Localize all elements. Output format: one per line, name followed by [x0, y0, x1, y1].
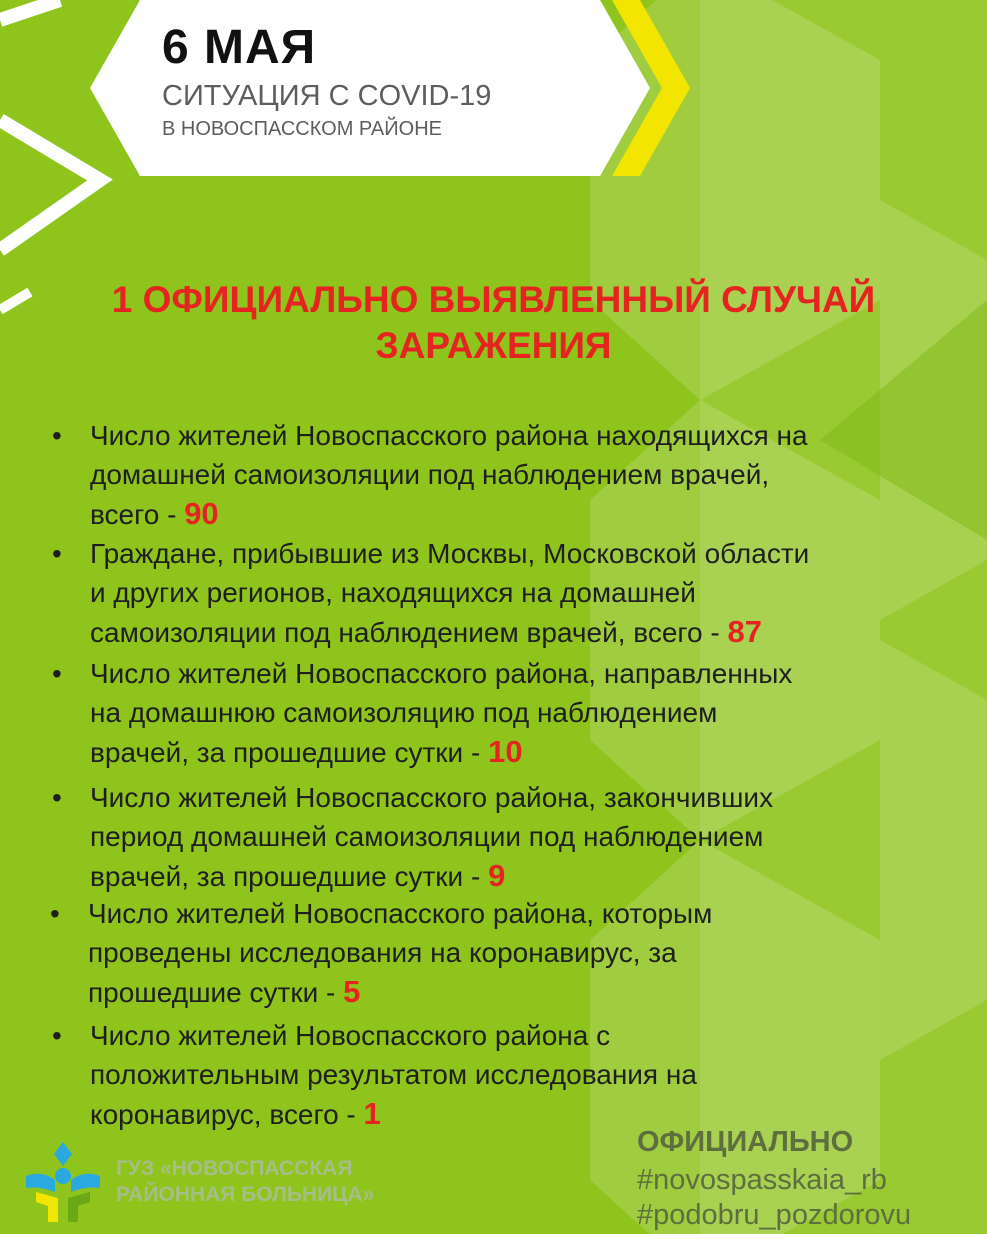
bullet-icon: • [52, 658, 62, 689]
item-line: на домашнюю самоизоляцию под наблюдением [90, 697, 718, 728]
stat-value: 87 [727, 614, 762, 649]
bullet-icon: • [50, 898, 60, 929]
item-line: Число жителей Новоспасского района, закончивших [90, 782, 774, 813]
item-line: Число жителей Новоспасского района, которым [88, 898, 713, 929]
title-heading: СИТУАЦИЯ С COVID-19 [162, 80, 492, 112]
hashtag-link[interactable]: #podobru_pozdorovu [637, 1199, 912, 1231]
organization-name [116, 1156, 374, 1208]
list-item [52, 778, 970, 896]
item-line [90, 856, 970, 896]
item-line: положительным результатом исследования на [90, 1059, 697, 1090]
official-label: ОФИЦИАЛЬНО [637, 1126, 854, 1158]
item-text: коронавирус, всего - [90, 1099, 364, 1130]
list-item [50, 894, 968, 1012]
headline-line-1: 1 ОФИЦИАЛЬНО ВЫЯВЛЕННЫЙ СЛУЧАЙ [111, 279, 876, 320]
item-text: всего - [90, 499, 185, 530]
org-line-2: РАЙОННАЯ БОЛЬНИЦА» [116, 1183, 375, 1206]
item-line: и других регионов, находящихся на домашней [90, 577, 696, 608]
list-item [52, 534, 970, 652]
stat-value: 9 [488, 858, 506, 893]
list-item [52, 1016, 970, 1134]
item-line [90, 612, 970, 652]
item-text: врачей, за прошедшие сутки - [90, 737, 489, 768]
stat-value: 10 [488, 734, 523, 769]
subtitle-heading: В НОВОСПАССКОМ РАЙОНЕ [162, 118, 442, 140]
list-item [52, 416, 970, 534]
hashtag-link[interactable]: #novospasskaia_rb [637, 1164, 887, 1196]
headline-line-2: ЗАРАЖЕНИЯ [375, 325, 612, 366]
item-line: Число жителей Новоспасского района с [90, 1020, 611, 1051]
item-line: проведены исследования на коронавирус, за [88, 937, 677, 968]
bullet-icon: • [52, 782, 62, 813]
item-line [90, 732, 970, 772]
org-line-1: ГУЗ «НОВОСПАССКАЯ [116, 1157, 353, 1180]
hospital-logo-icon [22, 1140, 104, 1224]
list-item [52, 654, 970, 772]
bullet-icon: • [52, 538, 62, 569]
item-text: врачей, за прошедшие сутки - [90, 861, 489, 892]
item-line [90, 494, 970, 534]
item-line: Число жителей Новоспасского района, направленных [90, 658, 793, 689]
stat-value: 90 [184, 496, 219, 531]
stat-value: 5 [343, 974, 361, 1009]
case-count-headline [0, 277, 987, 369]
item-line [88, 972, 968, 1012]
date-heading: 6 МАЯ [162, 21, 317, 74]
item-line: Число жителей Новоспасского района находящихся на [90, 420, 808, 451]
stat-value: 1 [363, 1096, 381, 1131]
item-text: прошедшие сутки - [88, 977, 344, 1008]
bullet-icon: • [52, 420, 62, 451]
item-text: самоизоляции под наблюдением врачей, всего - [90, 617, 728, 648]
bullet-icon: • [52, 1020, 62, 1051]
item-line: домашней самоизоляции под наблюдением врачей, [90, 459, 770, 490]
item-line: Граждане, прибывшие из Москвы, Московской области [90, 538, 810, 569]
item-line: период домашней самоизоляции под наблюдением [90, 821, 764, 852]
